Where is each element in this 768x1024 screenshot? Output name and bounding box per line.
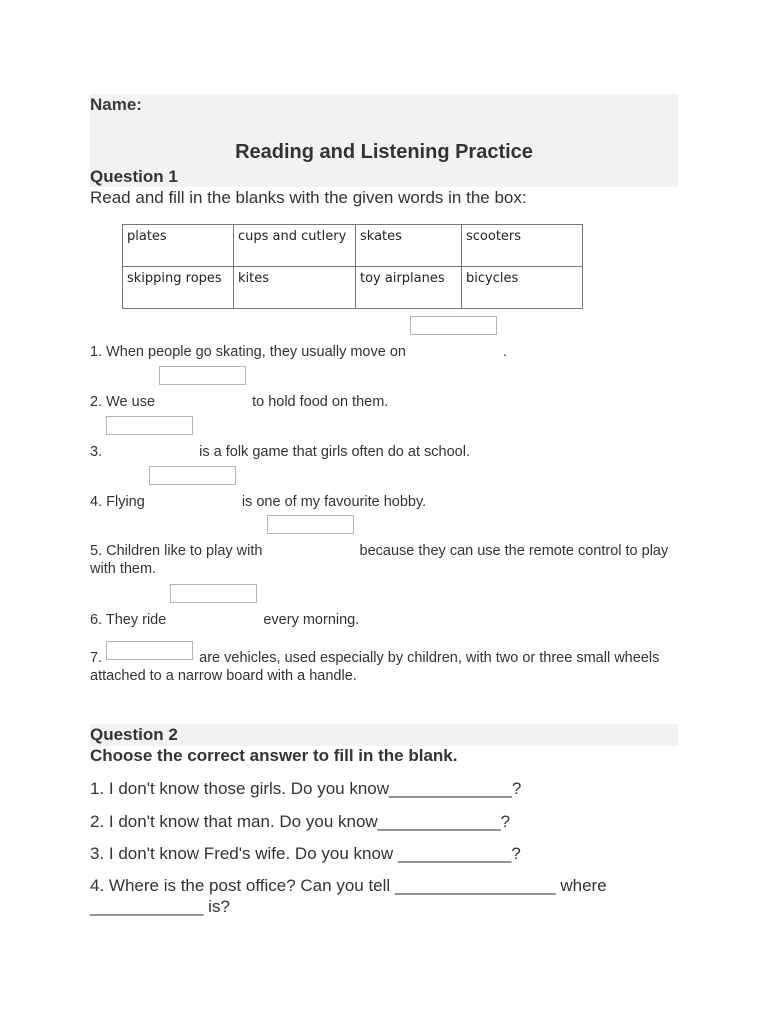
- blank-slot: [149, 493, 238, 511]
- page-title: Reading and Listening Practice: [235, 141, 533, 163]
- blank-slot: [170, 611, 259, 629]
- word-cell: kites: [234, 267, 356, 309]
- item-text-before: 4. Flying: [90, 494, 149, 510]
- word-cell: skipping ropes: [123, 267, 234, 309]
- question2-title: Question 2: [90, 725, 178, 744]
- word-cell: scooters: [462, 225, 583, 267]
- item-text-after: to hold food on them.: [248, 394, 389, 410]
- question2-instruction: Choose the correct answer to fill in the blank.: [90, 746, 458, 765]
- word-cell: plates: [123, 225, 234, 267]
- question2-item: 1. I don't know those girls. Do you know_____________?: [90, 779, 522, 798]
- fill-blank-item: [90, 542, 678, 578]
- item-text-after: is a folk game that girls often do at school.: [195, 444, 470, 460]
- answer-input-2[interactable]: [159, 366, 246, 385]
- answer-input-4[interactable]: [149, 466, 236, 485]
- word-cell: toy airplanes: [356, 267, 462, 309]
- question2-item: 4. Where is the post office? Can you tell _________________ where ____________ is?: [90, 876, 607, 916]
- answer-input-5[interactable]: [267, 515, 354, 534]
- word-cell: cups and cutlery: [234, 225, 356, 267]
- item-text-before: 2. We use: [90, 394, 160, 410]
- item-text-before: 5. Children like to play with: [90, 543, 267, 559]
- fill-blank-item: [90, 443, 678, 461]
- answer-input-1[interactable]: [410, 316, 497, 335]
- answer-input-3[interactable]: [106, 416, 193, 435]
- item-text-before: 7.: [90, 650, 107, 666]
- item-text-before: 3.: [90, 444, 107, 460]
- question1-instruction: Read and fill in the blanks with the given words in the box:: [90, 188, 527, 207]
- item-text-after: because they can use the remote control to play with them.: [90, 543, 669, 577]
- fill-blank-item: [90, 649, 678, 685]
- question1-title: Question 1: [90, 167, 178, 186]
- item-text-before: 6. They ride: [90, 612, 171, 628]
- blank-slot: [267, 542, 356, 560]
- item-text-after: is one of my favourite hobby.: [237, 494, 427, 510]
- item-text-after: .: [499, 344, 508, 360]
- word-box: [122, 224, 583, 309]
- blank-slot: [106, 649, 195, 667]
- item-text-after: every morning.: [259, 612, 360, 628]
- answer-input-6[interactable]: [170, 584, 257, 603]
- fill-blank-item: [90, 343, 678, 361]
- fill-blank-item: [90, 611, 678, 629]
- blank-slot: [159, 393, 248, 411]
- blank-slot: [106, 443, 195, 461]
- question2-item: 3. I don't know Fred's wife. Do you know ____________?: [90, 844, 521, 863]
- fill-blank-item: [90, 393, 678, 411]
- word-cell: bicycles: [462, 267, 583, 309]
- word-cell: skates: [356, 225, 462, 267]
- blank-slot: [410, 343, 499, 361]
- question2-item: 2. I don't know that man. Do you know_____________?: [90, 812, 511, 831]
- word-box-row: [123, 225, 583, 267]
- name-label: Name:: [90, 95, 142, 114]
- answer-input-7[interactable]: [106, 641, 193, 660]
- item-text-before: 1. When people go skating, they usually move on: [90, 344, 410, 360]
- item-text-after: are vehicles, used especially by children, with two or three small wheels attached to a narrow board with a handle.: [90, 650, 660, 684]
- fill-blank-item: [90, 493, 678, 511]
- question2-band: [90, 724, 678, 746]
- word-box-row: [123, 267, 583, 309]
